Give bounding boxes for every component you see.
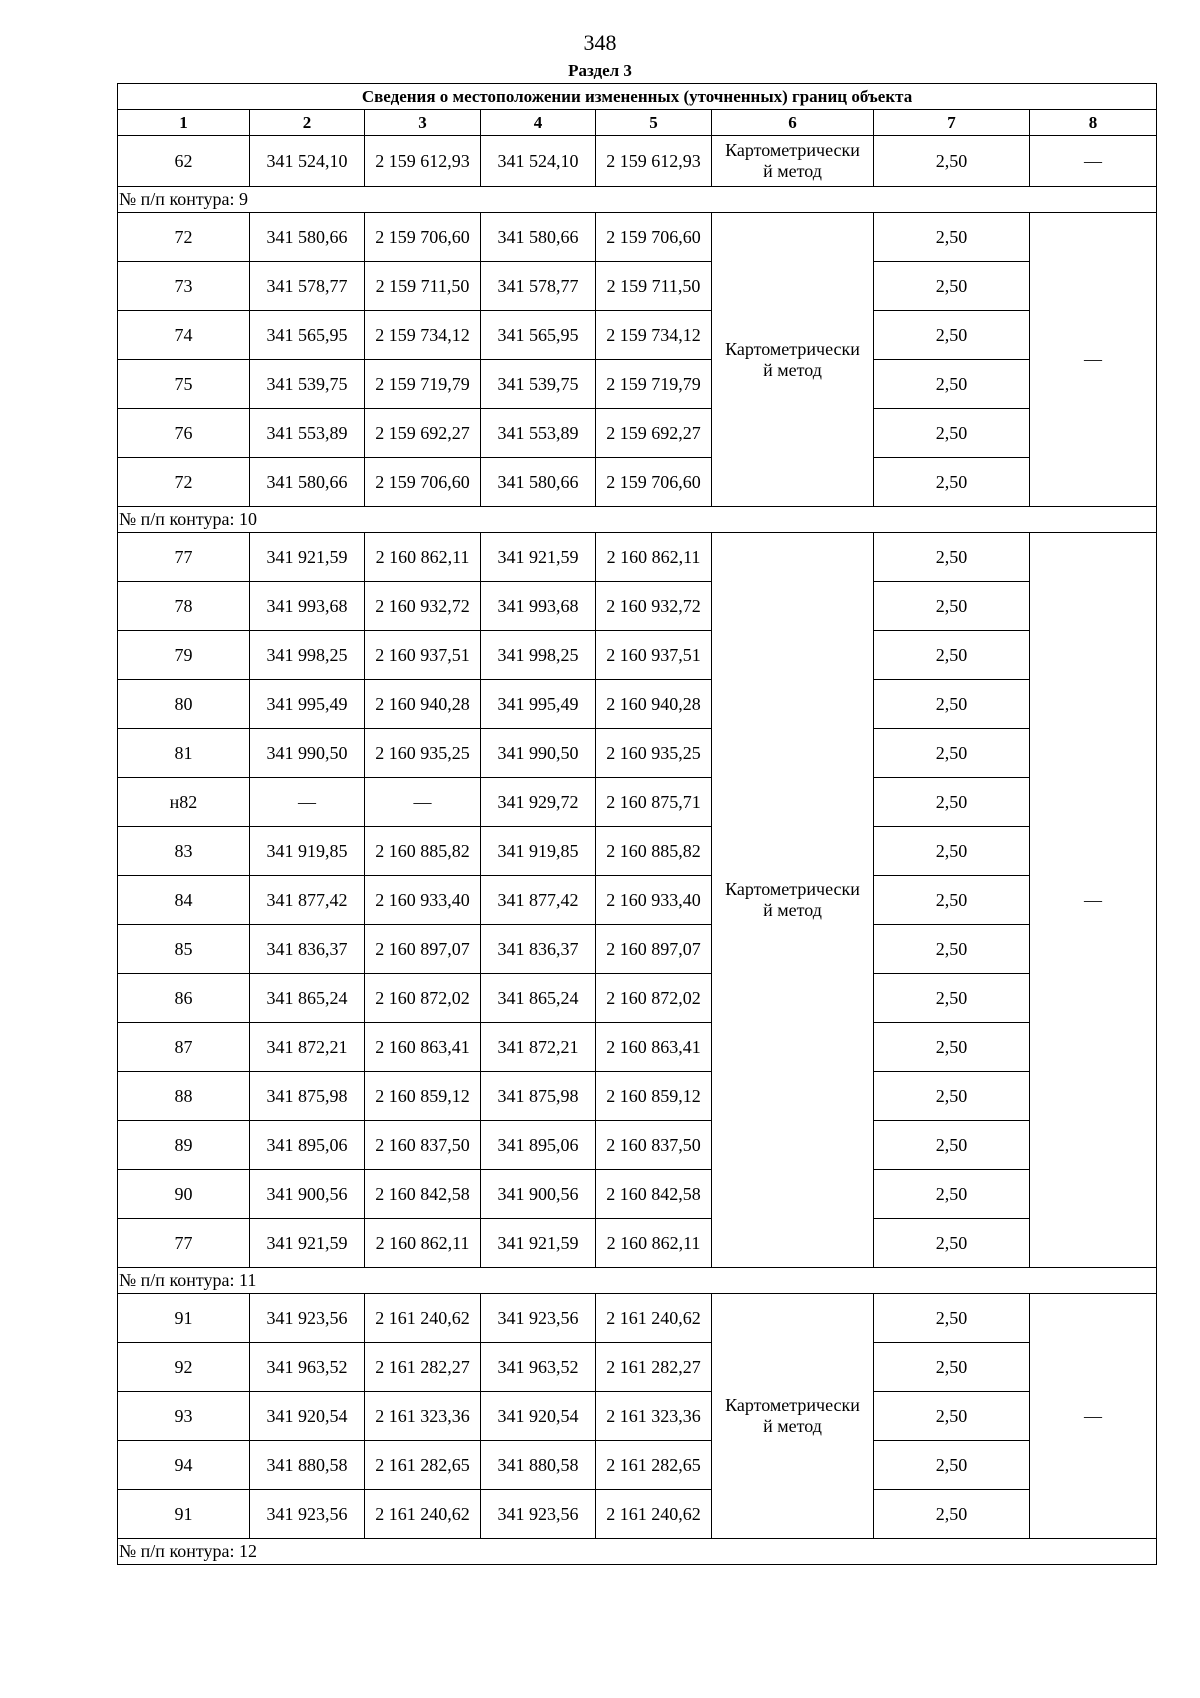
refined-y: 2 160 932,72 [596, 582, 712, 631]
contour-prefix: № п/п контура: [119, 189, 235, 209]
precision: 2,50 [874, 680, 1030, 729]
existing-y: 2 160 862,11 [365, 533, 481, 582]
existing-y: 2 160 842,58 [365, 1170, 481, 1219]
table-row [118, 533, 1157, 582]
existing-x: 341 553,89 [250, 409, 365, 458]
refined-x: 341 920,54 [481, 1392, 596, 1441]
column-number: 8 [1030, 110, 1157, 136]
point-number: 73 [118, 262, 250, 311]
precision: 2,50 [874, 311, 1030, 360]
existing-y: 2 159 612,93 [365, 136, 481, 187]
column-number: 3 [365, 110, 481, 136]
existing-y: 2 159 706,60 [365, 213, 481, 262]
existing-x: 341 920,54 [250, 1392, 365, 1441]
refined-x: 341 921,59 [481, 1219, 596, 1268]
precision: 2,50 [874, 533, 1030, 582]
refined-y: 2 161 323,36 [596, 1392, 712, 1441]
refined-y: 2 159 692,27 [596, 409, 712, 458]
column-8-value: — [1030, 1294, 1157, 1539]
refined-x: 341 875,98 [481, 1072, 596, 1121]
point-number: 87 [118, 1023, 250, 1072]
existing-x: 341 565,95 [250, 311, 365, 360]
table-row [118, 680, 1157, 729]
point-number: 91 [118, 1490, 250, 1539]
precision: 2,50 [874, 729, 1030, 778]
page-number: 348 [583, 30, 617, 55]
contour-label [118, 507, 1157, 533]
point-number: 79 [118, 631, 250, 680]
refined-y: 2 161 282,27 [596, 1343, 712, 1392]
table-row [118, 262, 1157, 311]
method-line: Картометрически [725, 338, 860, 359]
contour-number: 9 [239, 189, 249, 209]
existing-x: 341 998,25 [250, 631, 365, 680]
precision: 2,50 [874, 409, 1030, 458]
precision: 2,50 [874, 582, 1030, 631]
contour-number: 10 [239, 509, 258, 529]
section-title: Раздел 3 [568, 61, 632, 80]
precision: 2,50 [874, 213, 1030, 262]
refined-x: 341 929,72 [481, 778, 596, 827]
existing-x: 341 919,85 [250, 827, 365, 876]
existing-y: 2 161 282,27 [365, 1343, 481, 1392]
precision: 2,50 [874, 360, 1030, 409]
refined-x: 341 877,42 [481, 876, 596, 925]
point-number: 83 [118, 827, 250, 876]
point-number: н82 [118, 778, 250, 827]
column-number: 4 [481, 110, 596, 136]
refined-x: 341 900,56 [481, 1170, 596, 1219]
existing-y: 2 160 933,40 [365, 876, 481, 925]
point-number: 91 [118, 1294, 250, 1343]
refined-y: 2 160 842,58 [596, 1170, 712, 1219]
column-number: 7 [874, 110, 1030, 136]
refined-y: 2 160 940,28 [596, 680, 712, 729]
method-line: й метод [763, 1416, 822, 1436]
existing-y: 2 160 935,25 [365, 729, 481, 778]
point-number: 84 [118, 876, 250, 925]
existing-x: 341 990,50 [250, 729, 365, 778]
existing-y: 2 159 706,60 [365, 458, 481, 507]
table-row [118, 1392, 1157, 1441]
table-row [118, 136, 1157, 187]
method-cell [712, 213, 874, 507]
precision: 2,50 [874, 1441, 1030, 1490]
point-number: 62 [118, 136, 250, 187]
column-number: 2 [250, 110, 365, 136]
method-cell [712, 136, 874, 187]
table-title: Сведения о местоположении измененных (уточненных) границ объекта [118, 84, 1157, 110]
method-line: Картометрически [725, 1395, 860, 1415]
refined-y: 2 160 897,07 [596, 925, 712, 974]
refined-y: 2 160 863,41 [596, 1023, 712, 1072]
refined-x: 341 923,56 [481, 1294, 596, 1343]
point-number: 80 [118, 680, 250, 729]
existing-y: 2 159 734,12 [365, 311, 481, 360]
boundary-table [117, 83, 1157, 1565]
existing-y: 2 159 719,79 [365, 360, 481, 409]
point-number: 75 [118, 360, 250, 409]
existing-x: 341 880,58 [250, 1441, 365, 1490]
point-number: 88 [118, 1072, 250, 1121]
contour-number: 11 [239, 1270, 257, 1290]
refined-x: 341 993,68 [481, 582, 596, 631]
table-row [118, 1441, 1157, 1490]
contour-label [118, 1539, 1157, 1565]
existing-y: 2 160 863,41 [365, 1023, 481, 1072]
existing-x: — [250, 778, 365, 827]
point-number: 94 [118, 1441, 250, 1490]
existing-x: 341 993,68 [250, 582, 365, 631]
existing-x: 341 877,42 [250, 876, 365, 925]
refined-y: 2 160 885,82 [596, 827, 712, 876]
precision: 2,50 [874, 1294, 1030, 1343]
table-row [118, 1490, 1157, 1539]
refined-x: 341 963,52 [481, 1343, 596, 1392]
table-row [118, 1294, 1157, 1343]
table-title-row [118, 84, 1157, 110]
existing-x: 341 578,77 [250, 262, 365, 311]
refined-y: 2 159 719,79 [596, 360, 712, 409]
table-row [118, 409, 1157, 458]
refined-x: 341 923,56 [481, 1490, 596, 1539]
point-number: 72 [118, 458, 250, 507]
precision: 2,50 [874, 778, 1030, 827]
table-body [118, 84, 1157, 1565]
precision: 2,50 [874, 136, 1030, 187]
table-row [118, 213, 1157, 262]
refined-y: 2 160 837,50 [596, 1121, 712, 1170]
point-number: 76 [118, 409, 250, 458]
precision: 2,50 [874, 1219, 1030, 1268]
column-number: 1 [118, 110, 250, 136]
existing-y: 2 160 897,07 [365, 925, 481, 974]
refined-x: 341 998,25 [481, 631, 596, 680]
existing-y: 2 160 937,51 [365, 631, 481, 680]
refined-y: 2 160 933,40 [596, 876, 712, 925]
point-number: 77 [118, 533, 250, 582]
existing-y: — [365, 778, 481, 827]
method-line: й метод [763, 161, 822, 181]
method-line: Картометрически [725, 140, 860, 160]
refined-x: 341 565,95 [481, 311, 596, 360]
point-number: 86 [118, 974, 250, 1023]
table-row [118, 311, 1157, 360]
existing-y: 2 161 240,62 [365, 1294, 481, 1343]
contour-label [118, 1268, 1157, 1294]
table-row [118, 1121, 1157, 1170]
refined-x: 341 553,89 [481, 409, 596, 458]
existing-x: 341 921,59 [250, 1219, 365, 1268]
existing-x: 341 963,52 [250, 1343, 365, 1392]
table-row [118, 458, 1157, 507]
existing-x: 341 921,59 [250, 533, 365, 582]
existing-x: 341 995,49 [250, 680, 365, 729]
column-8-value: — [1030, 533, 1157, 1268]
contour-label [118, 187, 1157, 213]
refined-x: 341 580,66 [481, 458, 596, 507]
refined-y: 2 161 240,62 [596, 1490, 712, 1539]
column-8-value: — [1030, 136, 1157, 187]
precision: 2,50 [874, 262, 1030, 311]
refined-y: 2 160 859,12 [596, 1072, 712, 1121]
point-number: 81 [118, 729, 250, 778]
precision: 2,50 [874, 631, 1030, 680]
precision: 2,50 [874, 1392, 1030, 1441]
existing-y: 2 160 932,72 [365, 582, 481, 631]
refined-y: 2 160 862,11 [596, 1219, 712, 1268]
table-row [118, 631, 1157, 680]
refined-y: 2 160 937,51 [596, 631, 712, 680]
existing-y: 2 160 872,02 [365, 974, 481, 1023]
point-number: 92 [118, 1343, 250, 1392]
table-row [118, 1343, 1157, 1392]
precision: 2,50 [874, 1121, 1030, 1170]
method-cell [712, 533, 874, 1268]
refined-y: 2 159 612,93 [596, 136, 712, 187]
existing-x: 341 900,56 [250, 1170, 365, 1219]
column-8-value: — [1030, 213, 1157, 507]
column-number: 5 [596, 110, 712, 136]
precision: 2,50 [874, 1170, 1030, 1219]
precision: 2,50 [874, 925, 1030, 974]
refined-y: 2 160 875,71 [596, 778, 712, 827]
refined-y: 2 159 706,60 [596, 458, 712, 507]
precision: 2,50 [874, 458, 1030, 507]
refined-x: 341 872,21 [481, 1023, 596, 1072]
contour-row [118, 1539, 1157, 1565]
existing-x: 341 923,56 [250, 1294, 365, 1343]
precision: 2,50 [874, 1490, 1030, 1539]
existing-y: 2 160 940,28 [365, 680, 481, 729]
refined-y: 2 160 862,11 [596, 533, 712, 582]
refined-y: 2 159 711,50 [596, 262, 712, 311]
existing-y: 2 160 859,12 [365, 1072, 481, 1121]
existing-y: 2 159 692,27 [365, 409, 481, 458]
point-number: 90 [118, 1170, 250, 1219]
precision: 2,50 [874, 974, 1030, 1023]
existing-x: 341 872,21 [250, 1023, 365, 1072]
column-number: 6 [712, 110, 874, 136]
refined-x: 341 836,37 [481, 925, 596, 974]
contour-row [118, 1268, 1157, 1294]
existing-x: 341 580,66 [250, 458, 365, 507]
refined-x: 341 524,10 [481, 136, 596, 187]
table-row [118, 729, 1157, 778]
contour-row [118, 507, 1157, 533]
precision: 2,50 [874, 876, 1030, 925]
refined-x: 341 990,50 [481, 729, 596, 778]
contour-row [118, 187, 1157, 213]
existing-x: 341 895,06 [250, 1121, 365, 1170]
refined-x: 341 578,77 [481, 262, 596, 311]
existing-x: 341 923,56 [250, 1490, 365, 1539]
refined-x: 341 539,75 [481, 360, 596, 409]
point-number: 89 [118, 1121, 250, 1170]
refined-x: 341 895,06 [481, 1121, 596, 1170]
table-row [118, 1219, 1157, 1268]
existing-y: 2 160 837,50 [365, 1121, 481, 1170]
precision: 2,50 [874, 1023, 1030, 1072]
refined-x: 341 995,49 [481, 680, 596, 729]
existing-x: 341 875,98 [250, 1072, 365, 1121]
contour-prefix: № п/п контура: [119, 509, 235, 529]
method-line: й метод [763, 900, 822, 920]
refined-x: 341 919,85 [481, 827, 596, 876]
existing-x: 341 836,37 [250, 925, 365, 974]
refined-y: 2 161 282,65 [596, 1441, 712, 1490]
existing-y: 2 160 885,82 [365, 827, 481, 876]
existing-x: 341 524,10 [250, 136, 365, 187]
point-number: 72 [118, 213, 250, 262]
existing-y: 2 159 711,50 [365, 262, 481, 311]
method-line: Картометрически [725, 879, 860, 899]
table-row [118, 778, 1157, 827]
column-number-row [118, 110, 1157, 136]
refined-x: 341 580,66 [481, 213, 596, 262]
point-number: 77 [118, 1219, 250, 1268]
method-cell [712, 1294, 874, 1539]
table-row [118, 1170, 1157, 1219]
refined-x: 341 880,58 [481, 1441, 596, 1490]
refined-y: 2 160 935,25 [596, 729, 712, 778]
table-row [118, 925, 1157, 974]
existing-y: 2 161 282,65 [365, 1441, 481, 1490]
table-row [118, 827, 1157, 876]
method-line: й метод [763, 359, 822, 380]
existing-y: 2 160 862,11 [365, 1219, 481, 1268]
table-row [118, 1023, 1157, 1072]
refined-x: 341 865,24 [481, 974, 596, 1023]
refined-y: 2 161 240,62 [596, 1294, 712, 1343]
existing-x: 341 539,75 [250, 360, 365, 409]
table-row [118, 582, 1157, 631]
contour-number: 12 [239, 1541, 258, 1561]
table-row [118, 360, 1157, 409]
precision: 2,50 [874, 827, 1030, 876]
point-number: 74 [118, 311, 250, 360]
existing-x: 341 580,66 [250, 213, 365, 262]
table-row [118, 974, 1157, 1023]
existing-x: 341 865,24 [250, 974, 365, 1023]
refined-y: 2 160 872,02 [596, 974, 712, 1023]
contour-prefix: № п/п контура: [119, 1270, 235, 1290]
point-number: 85 [118, 925, 250, 974]
table-row [118, 1072, 1157, 1121]
point-number: 93 [118, 1392, 250, 1441]
precision: 2,50 [874, 1343, 1030, 1392]
table-row [118, 876, 1157, 925]
precision: 2,50 [874, 1072, 1030, 1121]
existing-y: 2 161 240,62 [365, 1490, 481, 1539]
refined-y: 2 159 734,12 [596, 311, 712, 360]
contour-prefix: № п/п контура: [119, 1541, 235, 1561]
refined-y: 2 159 706,60 [596, 213, 712, 262]
existing-y: 2 161 323,36 [365, 1392, 481, 1441]
point-number: 78 [118, 582, 250, 631]
refined-x: 341 921,59 [481, 533, 596, 582]
